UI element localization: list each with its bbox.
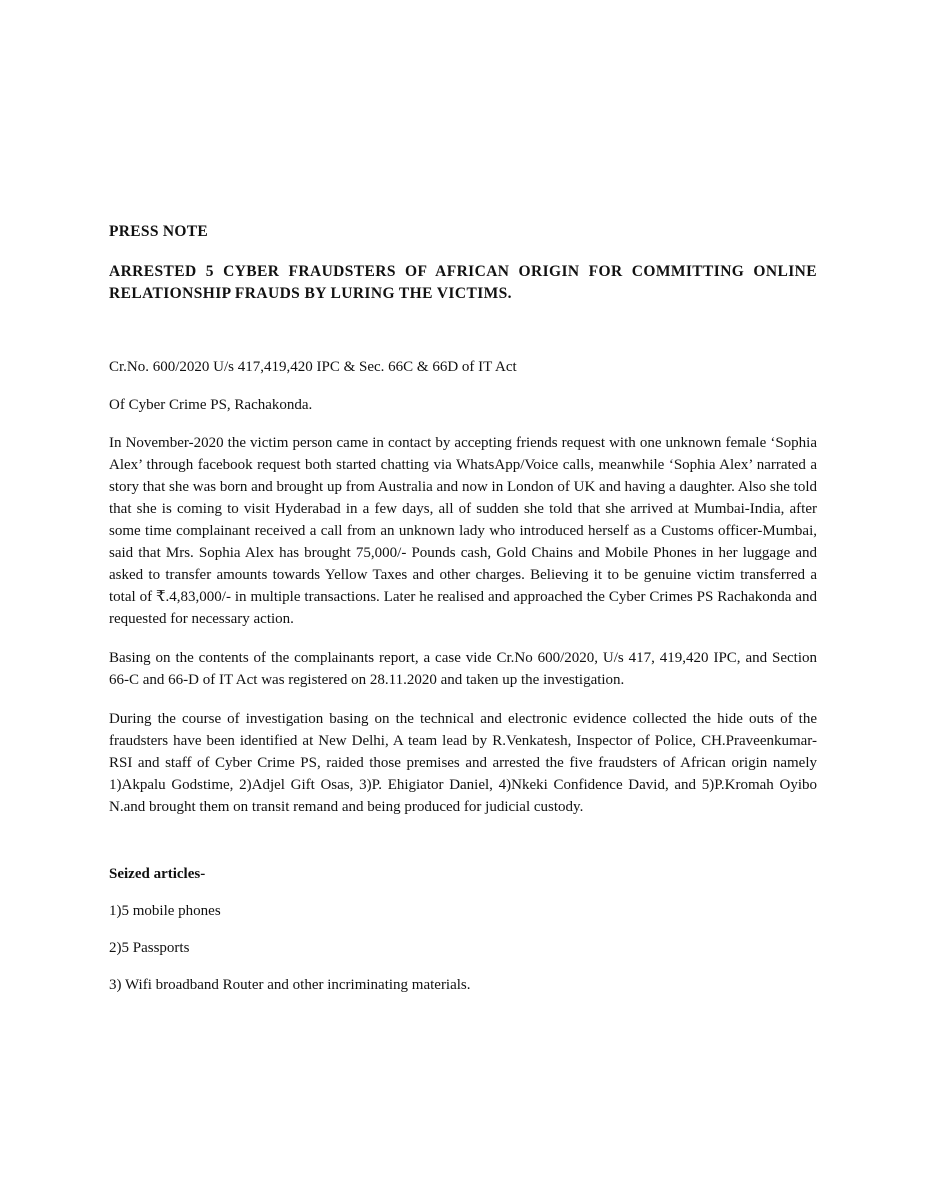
paragraph-case-registration: Basing on the contents of the complainants report, a case vide Cr.No 600/2020, U/s 417, 419,420 IPC, and Section 66-C and 66-D of IT Act was registered on 28.11.2020 and taken up the investigation. xyxy=(109,650,817,688)
seized-item: 2)5 Passports xyxy=(109,940,190,956)
paragraph-investigation: During the course of investigation basing on the technical and electronic evidence collected the hide outs of the fraudsters have been identified at New Delhi, A team lead by R.Venkatesh, Inspector of Police, CH.Praveenkumar-RSI and staff of Cyber Crime PS, raided those premises and arrested the five fraudsters of African origin namely 1)Akpalu Godstime, 2)Adjel Gift Osas, 3)P. Ehigiator Daniel, 4)Nkeki Confidence David, and 5)P.Kromah Oyibo N.and brought them on transit remand and being produced for judicial custody. xyxy=(109,711,817,815)
police-station: Of Cyber Crime PS, Rachakonda. xyxy=(109,397,313,413)
headline: ARRESTED 5 CYBER FRAUDSTERS OF AFRICAN ORIGIN FOR COMMITTING ONLINE RELATIONSHIP FRAUDS BY LURING THE VICTIMS. xyxy=(109,263,817,302)
seized-item: 3) Wifi broadband Router and other incriminating materials. xyxy=(109,977,471,993)
press-note-label: PRESS NOTE xyxy=(109,223,209,240)
case-number: Cr.No. 600/2020 U/s 417,419,420 IPC & Sec. 66C & 66D of IT Act xyxy=(109,359,517,375)
seized-articles-list xyxy=(109,901,817,995)
seized-articles-heading: Seized articles- xyxy=(109,866,206,882)
paragraph-complaint: In November-2020 the victim person came in contact by accepting friends request with one unknown female ‘Sophia Alex’ through facebook request both started chatting via WhatsApp/Voice calls, meanwhile ‘Sophia Alex’ narrated a story that she was born and brought up from Australia and now in London of UK and having a daughter. Also she told that she is coming to visit Hyderabad in a few days, all of sudden she told that she arrived at Mumbai-India, after some time complainant received a call from an unknown lady who introduced herself as a Customs officer-Mumbai, said that Mrs. Sophia Alex has brought 75,000/- Pounds cash, Gold Chains and Mobile Phones in her luggage and asked to transfer amounts towards Yellow Taxes and other charges. Believing it to be genuine victim transferred a total of ₹.4,83,000/- in multiple transactions. Later he realised and approached the Cyber Crimes PS Rachakonda and requested for necessary action. xyxy=(109,435,817,627)
document-body xyxy=(109,222,817,995)
seized-item: 1)5 mobile phones xyxy=(109,903,221,919)
